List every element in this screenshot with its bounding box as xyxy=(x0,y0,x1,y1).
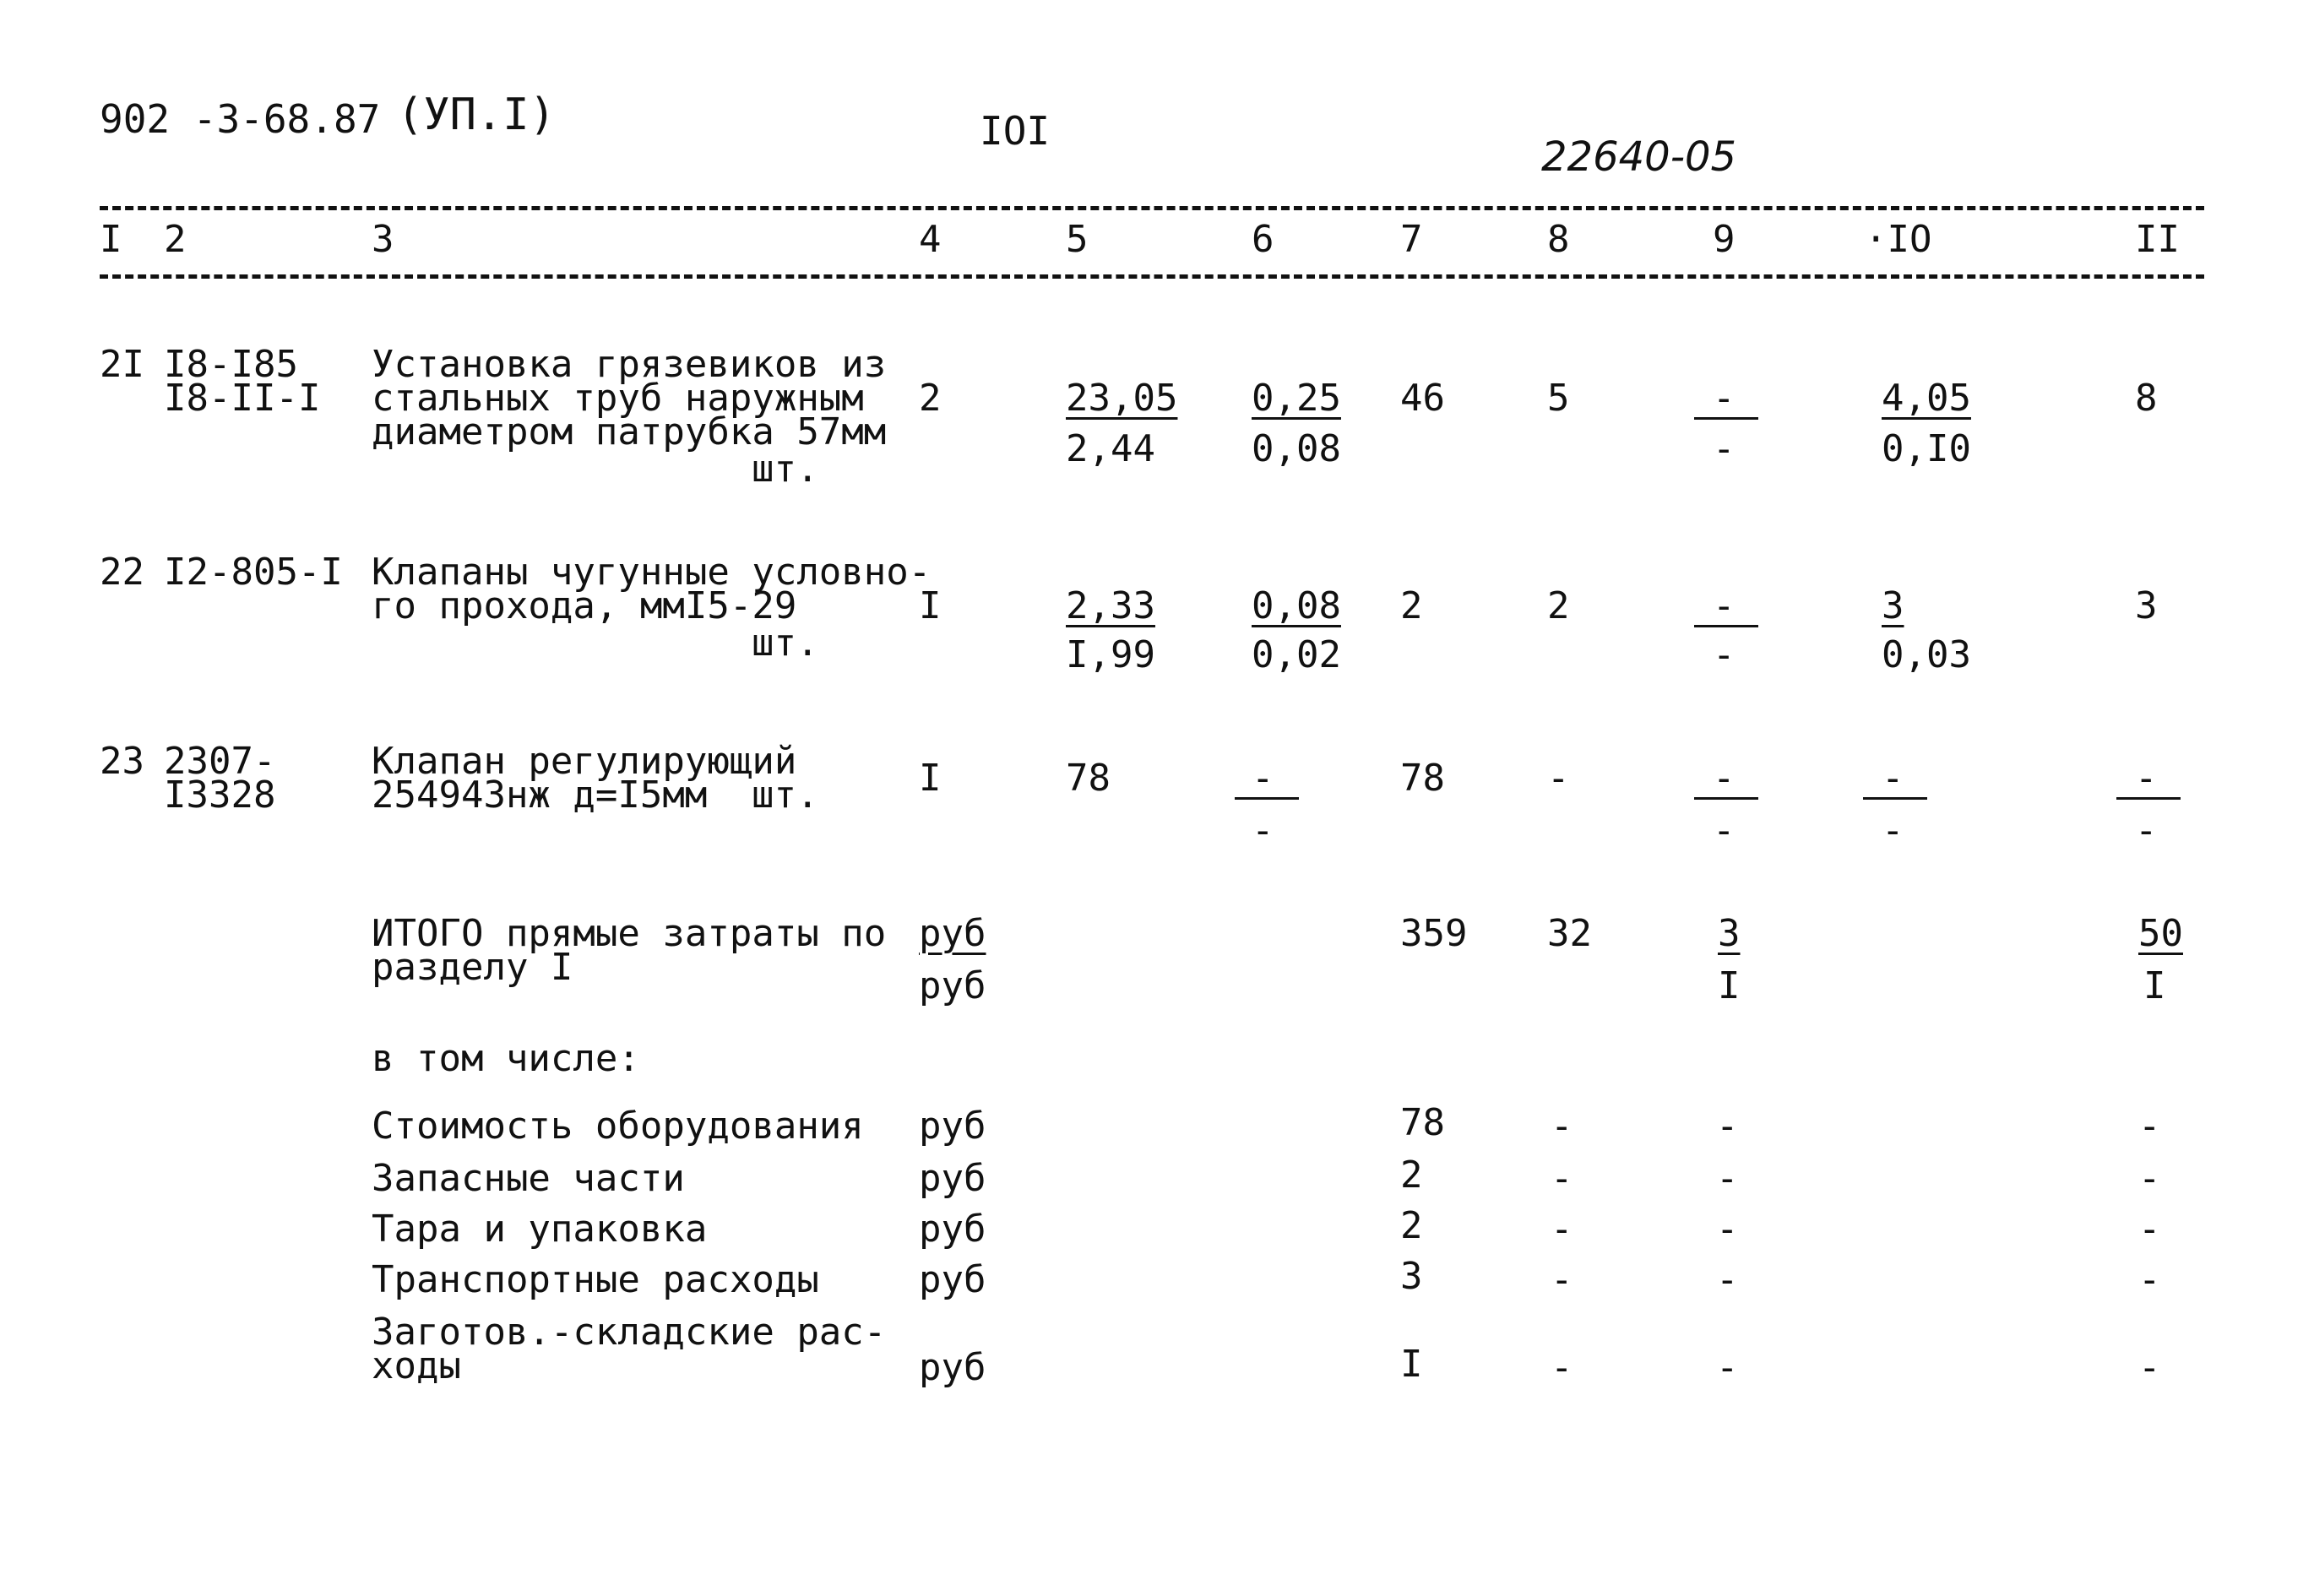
fraction-bar xyxy=(1863,797,1927,800)
col6-top: 0,25 xyxy=(1252,377,1341,420)
column-header-11: II xyxy=(2135,218,2180,261)
row-unit: шт. xyxy=(752,448,819,491)
breakdown-col11: - xyxy=(2138,1105,2161,1148)
breakdown-col8: - xyxy=(1551,1105,1573,1148)
row-description: Клапан регулирующий xyxy=(372,740,797,783)
document-code: 902 -3-68.87 xyxy=(100,96,381,142)
row-code: I8-II-I xyxy=(164,377,321,420)
row-description: стальных труб наружным xyxy=(372,377,864,420)
breakdown-col9: - xyxy=(1716,1105,1739,1148)
breakdown-col9: - xyxy=(1716,1208,1739,1251)
unit-cost: 78 xyxy=(1066,757,1111,800)
col9-top: - xyxy=(1713,757,1736,800)
breakdown-col7: 78 xyxy=(1400,1101,1445,1144)
fraction-bar xyxy=(1694,625,1758,627)
column-header-9: 9 xyxy=(1713,218,1736,261)
row-number: 2I xyxy=(100,343,144,386)
total-col8: 32 xyxy=(1547,912,1592,955)
total-col11-bottom: I xyxy=(2143,964,2166,1007)
unit-cost-bottom: 2,44 xyxy=(1066,427,1155,470)
column-header-5: 5 xyxy=(1066,218,1089,261)
row-code: I8-I85 xyxy=(164,343,298,386)
col10-bottom: - xyxy=(1882,809,1904,852)
col7-value: 78 xyxy=(1400,757,1445,800)
row-unit: шт. xyxy=(752,622,819,665)
breakdown-col11: - xyxy=(2138,1258,2161,1301)
breakdown-col8: - xyxy=(1551,1258,1573,1301)
row-code: 2307- xyxy=(164,740,276,783)
page-number: IOI xyxy=(980,108,1051,154)
col10-top: - xyxy=(1882,757,1904,800)
unit-cost-bottom: I,99 xyxy=(1066,633,1155,676)
col10-top: 4,05 xyxy=(1882,377,1971,420)
breakdown-col7: 2 xyxy=(1400,1154,1423,1197)
breakdown-col7: 2 xyxy=(1400,1204,1423,1247)
fraction-bar xyxy=(2116,797,2181,800)
row-code: I3328 xyxy=(164,774,276,817)
breakdown-col11: - xyxy=(2138,1208,2161,1251)
breakdown-label: ходы xyxy=(372,1344,461,1387)
col7-value: 2 xyxy=(1400,584,1423,627)
col6-bottom: 0,08 xyxy=(1252,427,1341,470)
fraction-bar xyxy=(1694,417,1758,420)
breakdown-unit: руб xyxy=(919,1208,986,1251)
row-code: I2-805-I xyxy=(164,551,343,594)
fraction-bar xyxy=(1694,797,1758,800)
col9-top: - xyxy=(1713,377,1736,420)
total-unit-bottom: руб xyxy=(919,964,986,1007)
breakdown-unit: руб xyxy=(919,1105,986,1148)
col6-top: 0,08 xyxy=(1252,584,1341,627)
col11-top: - xyxy=(2135,757,2158,800)
total-col11-top: 50 xyxy=(2138,912,2183,955)
row-description: диаметром патрубка 57мм xyxy=(372,410,887,453)
breakdown-col9: - xyxy=(1716,1346,1739,1389)
breakdown-col7: 3 xyxy=(1400,1255,1423,1298)
row-description: Клапаны чугунные условно- xyxy=(372,551,932,594)
column-header-3: 3 xyxy=(372,218,394,261)
column-header-2: 2 xyxy=(164,218,187,261)
row-unit: шт. xyxy=(752,774,819,817)
breakdown-col8: - xyxy=(1551,1157,1573,1200)
row-description: го прохода, ммI5-29 xyxy=(372,584,797,627)
total-unit-top: руб xyxy=(919,912,986,955)
row-number: 22 xyxy=(100,551,144,594)
breakdown-label: Тара и упаковка xyxy=(372,1208,708,1251)
including-label: в том числе: xyxy=(372,1037,640,1080)
total-label: разделу I xyxy=(372,946,573,989)
col11-value: 8 xyxy=(2135,377,2158,420)
breakdown-label: Запасные части xyxy=(372,1157,685,1200)
breakdown-col9: - xyxy=(1716,1258,1739,1301)
col9-top: - xyxy=(1713,584,1736,627)
total-col9-bottom: I xyxy=(1718,964,1741,1007)
total-col7: 359 xyxy=(1400,912,1468,955)
fraction-bar xyxy=(1235,797,1299,800)
breakdown-unit: руб xyxy=(919,1157,986,1200)
row-quantity: I xyxy=(919,757,942,800)
breakdown-label: Заготов.-складские рас- xyxy=(372,1311,887,1354)
col10-bottom: 0,I0 xyxy=(1882,427,1971,470)
column-header-10: ·IO xyxy=(1865,218,1932,261)
col8-value: 5 xyxy=(1547,377,1570,420)
album-label: (УП.I) xyxy=(397,90,556,140)
handwritten-number: 22640-05 xyxy=(1541,133,1737,181)
breakdown-col11: - xyxy=(2138,1346,2161,1389)
breakdown-label: Транспортные расходы xyxy=(372,1258,819,1301)
col9-bottom: - xyxy=(1713,809,1736,852)
col6-bottom: - xyxy=(1252,809,1274,852)
header-top-rule xyxy=(100,206,2204,210)
column-header-7: 7 xyxy=(1400,218,1423,261)
row-quantity: I xyxy=(919,584,942,627)
unit-cost-top: 2,33 xyxy=(1066,584,1155,627)
header-bottom-rule xyxy=(100,274,2204,279)
breakdown-unit: руб xyxy=(919,1258,986,1301)
breakdown-unit: руб xyxy=(919,1346,986,1389)
col9-bottom: - xyxy=(1713,427,1736,470)
row-number: 23 xyxy=(100,740,144,783)
row-quantity: 2 xyxy=(919,377,942,420)
breakdown-col11: - xyxy=(2138,1157,2161,1200)
col9-bottom: - xyxy=(1713,633,1736,676)
col6-bottom: 0,02 xyxy=(1252,633,1341,676)
total-label: ИТОГО прямые затраты по xyxy=(372,912,887,955)
col8-value: 2 xyxy=(1547,584,1570,627)
col10-bottom: 0,03 xyxy=(1882,633,1971,676)
column-header-6: 6 xyxy=(1252,218,1274,261)
col11-bottom: - xyxy=(2135,809,2158,852)
col8-value: - xyxy=(1547,757,1570,800)
col6-top: - xyxy=(1252,757,1274,800)
column-header-4: 4 xyxy=(919,218,942,261)
breakdown-col8: - xyxy=(1551,1346,1573,1389)
total-col9-top: 3 xyxy=(1718,912,1741,955)
breakdown-col9: - xyxy=(1716,1157,1739,1200)
column-header-8: 8 xyxy=(1547,218,1570,261)
col7-value: 46 xyxy=(1400,377,1445,420)
breakdown-col7: I xyxy=(1400,1343,1423,1386)
row-description: 254943нж д=I5мм xyxy=(372,774,708,817)
col11-value: 3 xyxy=(2135,584,2158,627)
column-header-1: I xyxy=(100,218,122,261)
row-description: Установка грязевиков из xyxy=(372,343,887,386)
breakdown-col8: - xyxy=(1551,1208,1573,1251)
breakdown-label: Стоимость оборудования xyxy=(372,1105,864,1148)
col10-top: 3 xyxy=(1882,584,1904,627)
unit-cost-top: 23,05 xyxy=(1066,377,1178,420)
